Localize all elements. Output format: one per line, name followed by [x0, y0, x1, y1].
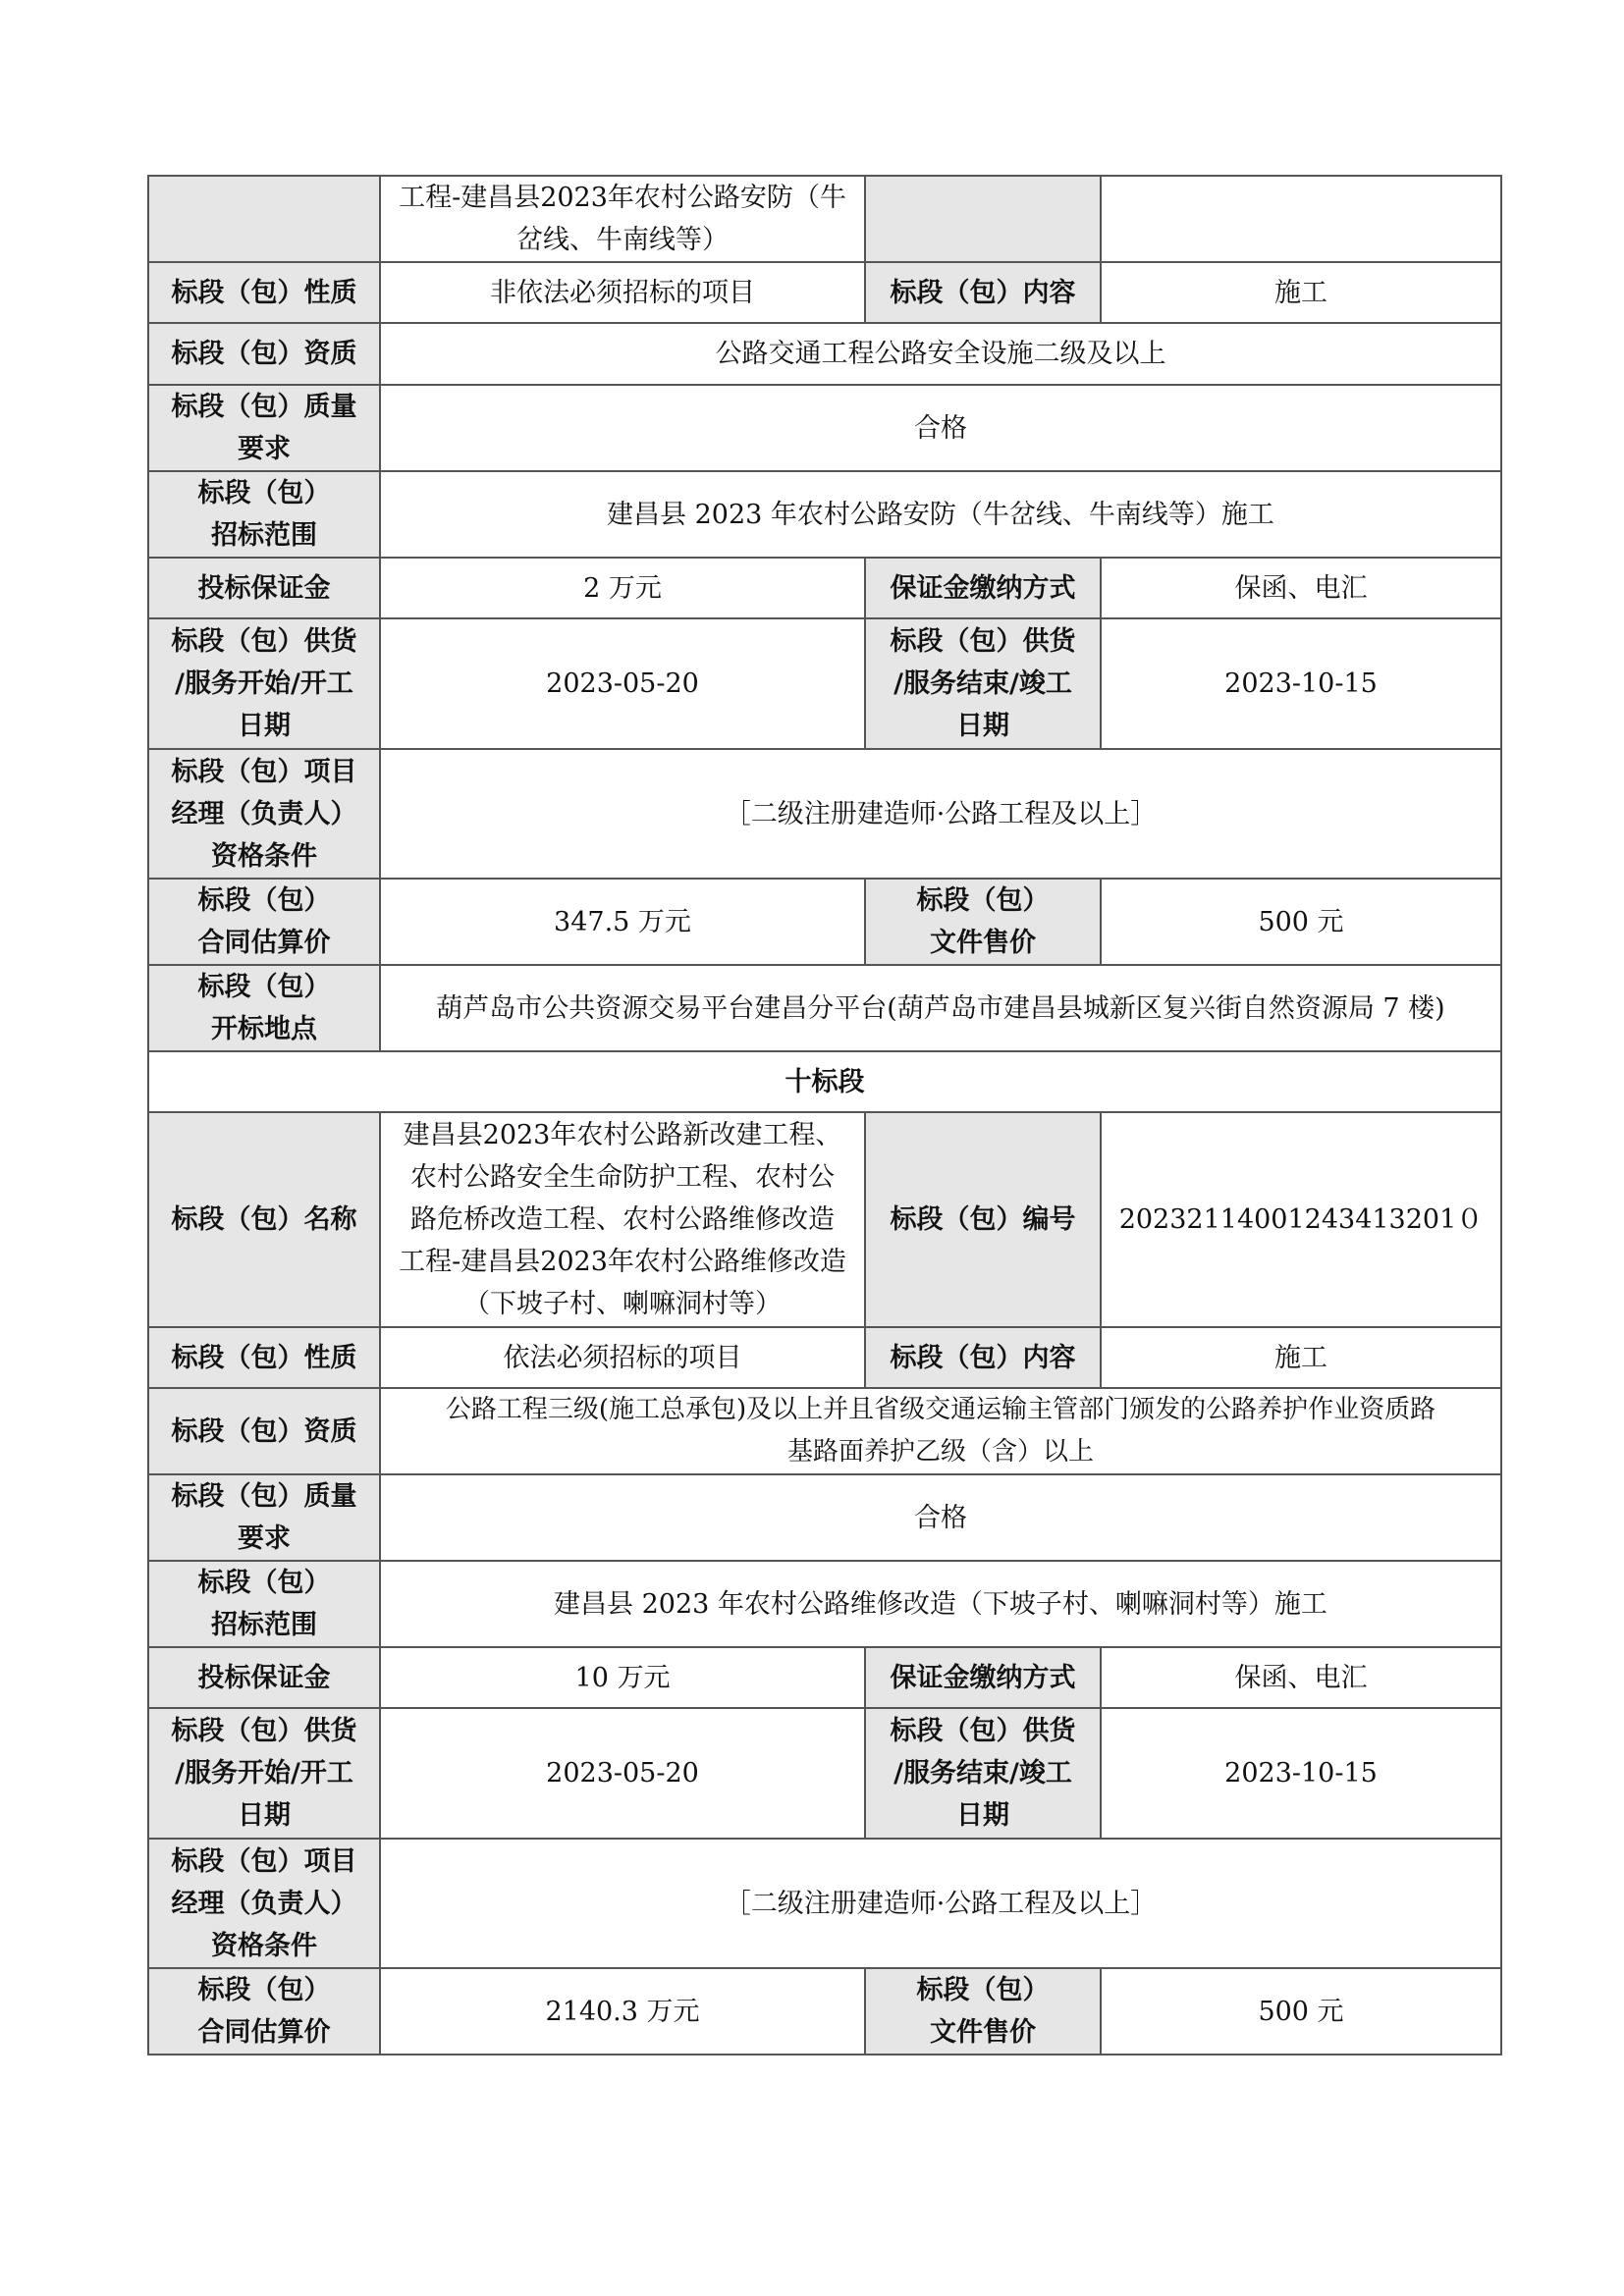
manager-row: [148, 749, 1501, 879]
scope-label-cell-b: [148, 1561, 380, 1647]
manager-label-cell-b: [148, 1839, 380, 1968]
manager-value-b: ［二级注册建造师·公路工程及以上］: [380, 1839, 1501, 1968]
name-row-continued: [148, 176, 1501, 262]
manager-label: 标段（包）项目 经理（负责人） 资格条件: [171, 756, 357, 872]
deposit-label: 投标保证金: [148, 558, 380, 618]
qualification-value: 公路交通工程公路安全设施二级及以上: [380, 323, 1501, 385]
doc-price-label-b: 标段（包） 文件售价: [916, 1975, 1050, 2048]
name-value: 建昌县2023年农村公路新改建工程、 农村公路安全生命防护工程、农村公 路危桥改造工程、农村公路维修改造 工程-建昌县2023年农村公路维修改造 （下坡子村、喇嘛洞村等）: [399, 1120, 846, 1319]
end-date-value: 2023-10-15: [1101, 618, 1501, 749]
quality-value: 合格: [380, 385, 1501, 471]
price-label-b: 标段（包） 合同估算价: [197, 1975, 331, 2048]
price-label: 标段（包） 合同估算价: [197, 885, 331, 958]
content-value: 施工: [1101, 262, 1501, 323]
scope-value: 建昌县 2023 年农村公路安防（牛岔线、牛南线等）施工: [380, 471, 1501, 558]
payment-method-label: 保证金缴纳方式: [865, 558, 1101, 618]
price-label-cell-b: [148, 1968, 380, 2055]
manager-value: ［二级注册建造师·公路工程及以上］: [380, 749, 1501, 879]
section-title-row: [148, 1051, 1501, 1112]
end-date-label-b: 标段（包）供货 /服务结束/竣工 日期: [890, 1716, 1076, 1831]
doc-price-label-cell-b: [865, 1968, 1101, 2055]
section-title: 十标段: [148, 1051, 1501, 1112]
payment-method-value-b: 保函、电汇: [1101, 1647, 1501, 1708]
scope-label: 标段（包） 招标范围: [197, 478, 331, 551]
qualification-value-b: 公路工程三级(施工总承包)及以上并且省级交通运输主管部门颁发的公路养护作业资质路 基路面养护乙级（含）以上: [445, 1395, 1436, 1467]
start-date-label-cell: [148, 618, 380, 749]
nature-label: 标段（包）性质: [148, 262, 380, 323]
opening-place-value: 葫芦岛市公共资源交易平台建昌分平台(葫芦岛市建昌县城新区复兴街自然资源局 7 楼): [380, 965, 1501, 1051]
start-date-value-b: 2023-05-20: [380, 1708, 865, 1839]
price-row-b: [148, 1968, 1501, 2055]
deposit-value: 2 万元: [380, 558, 865, 618]
opening-place-row: [148, 965, 1501, 1051]
price-value: 347.5 万元: [380, 879, 865, 965]
name-label-cell: [148, 176, 380, 262]
qualification-label-b: 标段（包）资质: [148, 1388, 380, 1474]
opening-place-label: 标段（包） 开标地点: [197, 972, 331, 1044]
qualification-value-cell-b: [380, 1388, 1501, 1474]
deposit-row: [148, 558, 1501, 618]
content-label: 标段（包）内容: [865, 262, 1101, 323]
scope-value-b: 建昌县 2023 年农村公路维修改造（下坡子村、喇嘛洞村等）施工: [380, 1561, 1501, 1647]
nature-label-b: 标段（包）性质: [148, 1327, 380, 1388]
bid-section-table: [147, 175, 1502, 2056]
code-value-cell: [1101, 176, 1501, 262]
name-label: 标段（包）名称: [148, 1112, 380, 1327]
start-date-label: 标段（包）供货 /服务开始/开工 日期: [171, 626, 357, 741]
code-label: 标段（包）编号: [865, 1112, 1101, 1327]
name-value-cell-b: [380, 1112, 865, 1327]
doc-price-label-cell: [865, 879, 1101, 965]
end-date-value-b: 2023-10-15: [1101, 1708, 1501, 1839]
nature-row: [148, 262, 1501, 323]
quality-label-b: 标段（包）质量 要求: [171, 1481, 357, 1554]
qualification-label: 标段（包）资质: [148, 323, 380, 385]
quality-label: 标段（包）质量 要求: [171, 392, 357, 464]
price-value-b: 2140.3 万元: [380, 1968, 865, 2055]
scope-row: [148, 471, 1501, 558]
quality-row: [148, 385, 1501, 471]
dates-row-b: [148, 1708, 1501, 1839]
scope-row-b: [148, 1561, 1501, 1647]
end-date-label-cell: [865, 618, 1101, 749]
name-value-tail: 工程-建昌县2023年农村公路安防（牛 岔线、牛南线等）: [399, 183, 846, 255]
opening-place-label-cell: [148, 965, 380, 1051]
payment-method-label-b: 保证金缴纳方式: [865, 1647, 1101, 1708]
start-date-value: 2023-05-20: [380, 618, 865, 749]
doc-price-value: 500 元: [1101, 879, 1501, 965]
manager-row-b: [148, 1839, 1501, 1968]
deposit-value-b: 10 万元: [380, 1647, 865, 1708]
nature-row-b: [148, 1327, 1501, 1388]
quality-row-b: [148, 1474, 1501, 1561]
dates-row: [148, 618, 1501, 749]
nature-value-b: 依法必须招标的项目: [380, 1327, 865, 1388]
name-row: [148, 1112, 1501, 1327]
deposit-label-b: 投标保证金: [148, 1647, 380, 1708]
content-label-b: 标段（包）内容: [865, 1327, 1101, 1388]
code-value: 20232114001243413201０: [1101, 1112, 1501, 1327]
qualification-row-b: [148, 1388, 1501, 1474]
doc-price-value-b: 500 元: [1101, 1968, 1501, 2055]
doc-price-label: 标段（包） 文件售价: [916, 885, 1050, 958]
scope-label-cell: [148, 471, 380, 558]
name-value-cell: [380, 176, 865, 262]
payment-method-value: 保函、电汇: [1101, 558, 1501, 618]
quality-label-cell-b: [148, 1474, 380, 1561]
end-date-label: 标段（包）供货 /服务结束/竣工 日期: [890, 626, 1076, 741]
price-row: [148, 879, 1501, 965]
quality-label-cell: [148, 385, 380, 471]
price-label-cell: [148, 879, 380, 965]
nature-value: 非依法必须招标的项目: [380, 262, 865, 323]
end-date-label-cell-b: [865, 1708, 1101, 1839]
code-label-cell: [865, 176, 1101, 262]
start-date-label-cell-b: [148, 1708, 380, 1839]
scope-label-b: 标段（包） 招标范围: [197, 1568, 331, 1640]
qualification-row: [148, 323, 1501, 385]
quality-value-b: 合格: [380, 1474, 1501, 1561]
manager-label-cell: [148, 749, 380, 879]
deposit-row-b: [148, 1647, 1501, 1708]
manager-label-b: 标段（包）项目 经理（负责人） 资格条件: [171, 1845, 357, 1961]
content-value-b: 施工: [1101, 1327, 1501, 1388]
start-date-label-b: 标段（包）供货 /服务开始/开工 日期: [171, 1716, 357, 1831]
